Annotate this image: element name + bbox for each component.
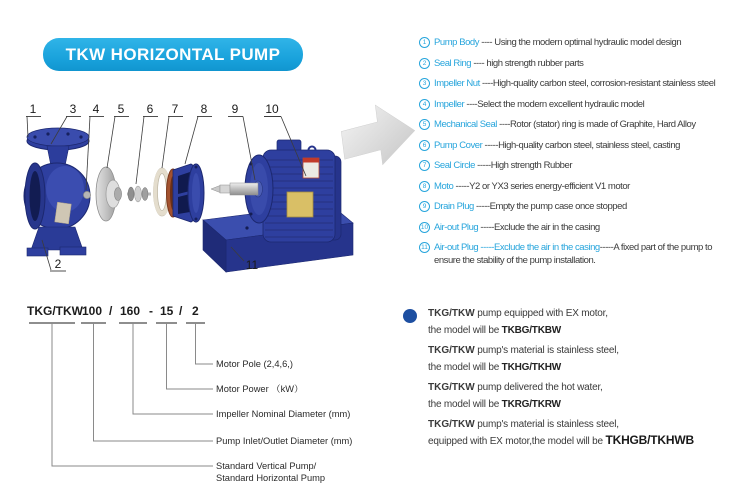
part-description: ---- Using the modern optimal hydraulic model design bbox=[479, 37, 682, 48]
parts-list-item bbox=[419, 77, 756, 90]
label-standard-pump-line2: Standard Horizontal Pump bbox=[216, 473, 326, 483]
parts-list-item bbox=[419, 118, 756, 131]
item-number-badge: 9 bbox=[419, 201, 430, 212]
impeller-nut-shape bbox=[83, 191, 90, 198]
item-number-badge: 8 bbox=[419, 181, 430, 192]
item-number-badge: 7 bbox=[419, 160, 430, 171]
variant-model-pre: the model will be bbox=[428, 399, 502, 410]
model-code-power: 15 bbox=[160, 304, 174, 318]
part-keyword: Pump Body bbox=[434, 37, 480, 48]
part-description-blue: -----Exclude the air in the casing bbox=[478, 242, 600, 253]
label-standard-pump-line1: Standard Vertical Pump/ bbox=[216, 461, 317, 471]
part-description: -----A fixed part of the pump to bbox=[599, 242, 713, 253]
part-keyword: Air-out Plug bbox=[434, 242, 479, 253]
part-keyword: Pump Cover bbox=[434, 139, 483, 151]
page-title: TKW HORIZONTAL PUMP bbox=[65, 44, 281, 64]
model-code-pole: 2 bbox=[192, 304, 199, 318]
part-keyword: Impeller Nut bbox=[434, 78, 480, 89]
variant-group bbox=[428, 382, 694, 410]
variant-prefix: TKG/TKW bbox=[428, 382, 475, 393]
part-keyword: Seal Circle bbox=[434, 160, 475, 171]
variant-prefix: TKG/TKW bbox=[428, 419, 475, 430]
pump-cover-shape bbox=[167, 164, 205, 222]
part-description: -----High strength Rubber bbox=[474, 160, 573, 171]
item-number-badge: 3 bbox=[419, 78, 430, 89]
part-description: ----Rotor (stator) ring is made of Graphite, Hard Alloy bbox=[496, 119, 696, 130]
label-impeller-diameter: Impeller Nominal Diameter (mm) bbox=[216, 409, 351, 419]
variant-prefix: TKG/TKW bbox=[428, 345, 475, 356]
part-keyword: Air-out Plug bbox=[434, 221, 479, 233]
parts-list-item bbox=[419, 159, 756, 172]
mechanical-seal-shape bbox=[127, 186, 151, 202]
part-number-label: 10 bbox=[265, 102, 279, 116]
item-number-badge: 4 bbox=[419, 99, 430, 110]
item-number-badge: 6 bbox=[419, 140, 430, 151]
variant-group bbox=[428, 345, 694, 373]
label-motor-power: Motor Power （kW） bbox=[216, 384, 304, 394]
part-number-label: 6 bbox=[146, 102, 154, 116]
item-number-badge: 2 bbox=[419, 58, 430, 69]
variant-model: TKRG/TKRW bbox=[501, 399, 561, 410]
part-description: ----Select the modern excellent hydraulic model bbox=[464, 98, 645, 110]
pump-body-shape bbox=[24, 128, 90, 256]
parts-list-item bbox=[419, 180, 756, 193]
part-description: -----Empty the pump case once stopped bbox=[473, 201, 627, 212]
model-variants bbox=[428, 308, 694, 456]
variant-intro: pump delivered the hot water, bbox=[474, 382, 603, 393]
parts-list bbox=[419, 36, 756, 275]
part-description: -----High-quality carbon steel, stainless steel, casting bbox=[482, 139, 681, 151]
part-number-label: 5 bbox=[117, 102, 125, 116]
item-number-badge: 5 bbox=[419, 119, 430, 130]
part-number-label: 9 bbox=[231, 102, 239, 116]
variant-model: TKHG/TKHW bbox=[501, 362, 561, 373]
label-motor-pole: Motor Pole (2,4,6,) bbox=[216, 359, 293, 369]
item-number-badge: 11 bbox=[419, 242, 430, 253]
part-number-label: 7 bbox=[171, 102, 179, 116]
model-code-sep: - bbox=[149, 304, 153, 318]
model-code-series: TKG/TKW bbox=[27, 304, 83, 318]
parts-list-item bbox=[419, 98, 756, 111]
variant-intro: pump equipped with EX motor, bbox=[474, 308, 608, 319]
variant-group bbox=[428, 308, 694, 336]
part-description: ---- high strength rubber parts bbox=[471, 57, 584, 69]
variant-intro: pump's material is stainless steel, bbox=[474, 345, 619, 356]
part-number-label: 1 bbox=[29, 102, 37, 116]
impeller-shape bbox=[96, 167, 122, 221]
part-keyword: Drain Plug bbox=[434, 201, 474, 212]
parts-list-item bbox=[419, 139, 756, 152]
part-keyword: Seal Ring bbox=[434, 57, 472, 69]
variant-intro: pump's material is stainless steel, bbox=[474, 419, 619, 430]
part-description: -----Exclude the air in the casing bbox=[478, 221, 600, 233]
parts-list-item bbox=[419, 57, 756, 70]
part-description-line2: ensure the stability of the pump installation. bbox=[434, 255, 596, 266]
parts-list-item bbox=[419, 36, 756, 49]
variant-model-pre: the model will be bbox=[428, 362, 502, 373]
title-banner bbox=[43, 38, 303, 71]
part-keyword: Impeller bbox=[434, 98, 465, 110]
label-inlet-outlet-diameter: Pump Inlet/Outlet Diameter (mm) bbox=[216, 436, 353, 446]
part-keyword: Mechanical Seal bbox=[434, 119, 497, 130]
variant-group bbox=[428, 419, 694, 447]
shaft-shape bbox=[211, 183, 258, 195]
parts-list-item bbox=[419, 221, 756, 234]
part-number-label: 11 bbox=[245, 258, 259, 272]
variant-model: TKBG/TKBW bbox=[501, 325, 561, 336]
variant-model-pre: the model will be bbox=[428, 325, 502, 336]
parts-list-item bbox=[419, 241, 756, 267]
part-number-label: 3 bbox=[69, 102, 77, 116]
bullet-icon bbox=[403, 309, 417, 323]
part-keyword: Moto bbox=[434, 180, 454, 192]
item-number-badge: 1 bbox=[419, 37, 430, 48]
model-code-diagram bbox=[20, 295, 410, 495]
right-arrow-icon bbox=[341, 96, 421, 176]
model-code-sep: / bbox=[109, 304, 113, 318]
model-code-sep: / bbox=[179, 304, 183, 318]
item-number-badge: 10 bbox=[420, 223, 429, 231]
model-code-inlet: 100 bbox=[82, 304, 103, 318]
model-code-impeller: 160 bbox=[120, 304, 141, 318]
parts-list-item bbox=[419, 200, 756, 213]
part-description: ----High-quality carbon steel, corrosion-resistant stainless steel bbox=[479, 78, 716, 89]
variant-model-pre: equipped with EX motor,the model will be bbox=[428, 436, 606, 447]
variant-model: TKHGB/TKHWB bbox=[605, 433, 694, 447]
part-number-label: 4 bbox=[92, 102, 100, 116]
part-number-label: 8 bbox=[200, 102, 208, 116]
part-number-label: 2 bbox=[54, 257, 62, 271]
part-description: -----Y2 or YX3 series energy-efficient V1 motor bbox=[453, 180, 630, 192]
variant-prefix: TKG/TKW bbox=[428, 308, 475, 319]
